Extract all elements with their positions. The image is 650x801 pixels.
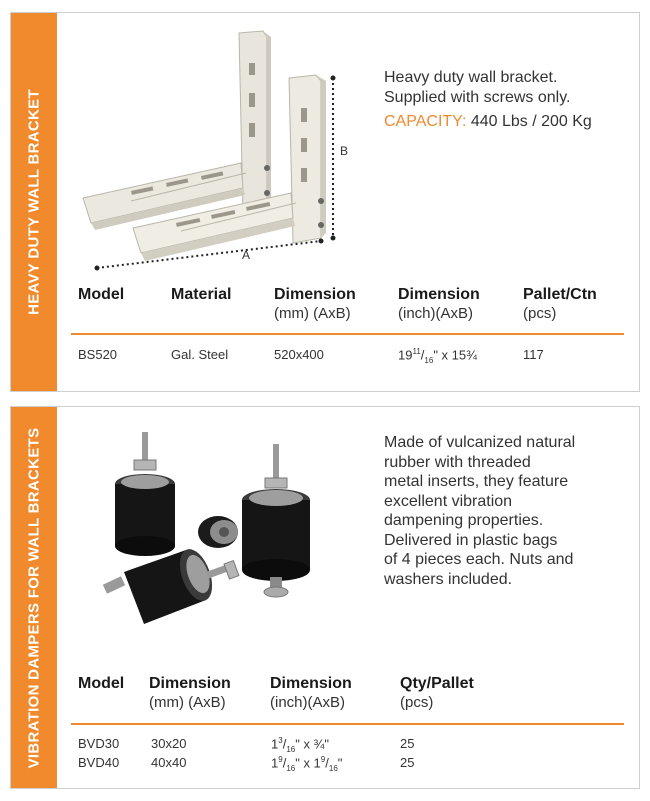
table-row-material: Gal. Steel: [171, 347, 229, 362]
section-title: VIBRATION DAMPERS FOR WALL BRACKETS: [25, 427, 43, 768]
dimension-label-b: B: [340, 144, 349, 158]
capacity-line: CAPACITY: 440 Lbs / 200 Kg: [384, 113, 592, 130]
column-header-qty: Qty/Pallet (pcs): [400, 675, 474, 711]
table-row-dimension-inch: $1^9/_{16}$" x $1^9/_{16}$": [271, 755, 343, 773]
column-header-dimension-mm: Dimension (mm) (AxB): [274, 286, 356, 322]
table-row-dimension-inch: $19^{11}/_{16}$" x 15¾: [398, 347, 477, 365]
table-row-model: BS520: [78, 347, 118, 362]
table-row-dimension-mm: 520x400: [274, 347, 324, 362]
back-bracket: [83, 31, 271, 230]
damper-3: [198, 516, 238, 548]
wall-bracket-card: [10, 12, 640, 392]
vibration-damper-card: [10, 406, 640, 789]
table-row-qty: 25: [400, 736, 415, 751]
table-row-dimension-mm: 30x20: [151, 736, 187, 751]
table-row-pallet: 117: [523, 347, 544, 362]
column-header-dimension-inch: Dimension (inch)(AxB): [270, 675, 352, 711]
wall-bracket-image: [71, 23, 361, 278]
table-row-dimension-inch: $1^3/_{16}$" x ¾": [271, 736, 330, 754]
section-band: [11, 13, 57, 391]
column-header-dimension-mm: Dimension (mm) (AxB): [149, 675, 231, 711]
product-description: Made of vulcanized natural rubber with threaded metal inserts, they feature excellent vibration dampening properties. Delivered in plastic bags of 4 pieces each. Nuts and washers included.: [384, 434, 576, 588]
vibration-damper-image: [96, 432, 346, 642]
column-header-pallet: Pallet/Ctn (pcs): [523, 286, 597, 322]
table-row-model: BVD40: [78, 755, 120, 770]
product-description: Heavy duty wall bracket. Supplied with screws only. CAPACITY: 440 Lbs / 200 Kg: [384, 69, 592, 130]
table-divider: [71, 723, 624, 725]
column-header-model: Model: [78, 675, 125, 692]
table-divider: [71, 333, 624, 335]
damper-1: [115, 432, 175, 556]
damper-4: [103, 545, 239, 624]
table-row-dimension-mm: 40x40: [151, 755, 187, 770]
table-row-qty: 25: [400, 755, 415, 770]
column-header-model: Model: [78, 286, 125, 303]
damper-2: [242, 444, 310, 597]
column-header-dimension-inch: Dimension (inch)(AxB): [398, 286, 480, 322]
section-title: HEAVY DUTY WALL BRACKET: [25, 89, 43, 315]
section-band: [11, 407, 57, 788]
table-row-model: BVD30: [78, 736, 120, 751]
dimension-label-a: A: [242, 248, 251, 262]
column-header-material: Material: [171, 286, 232, 303]
